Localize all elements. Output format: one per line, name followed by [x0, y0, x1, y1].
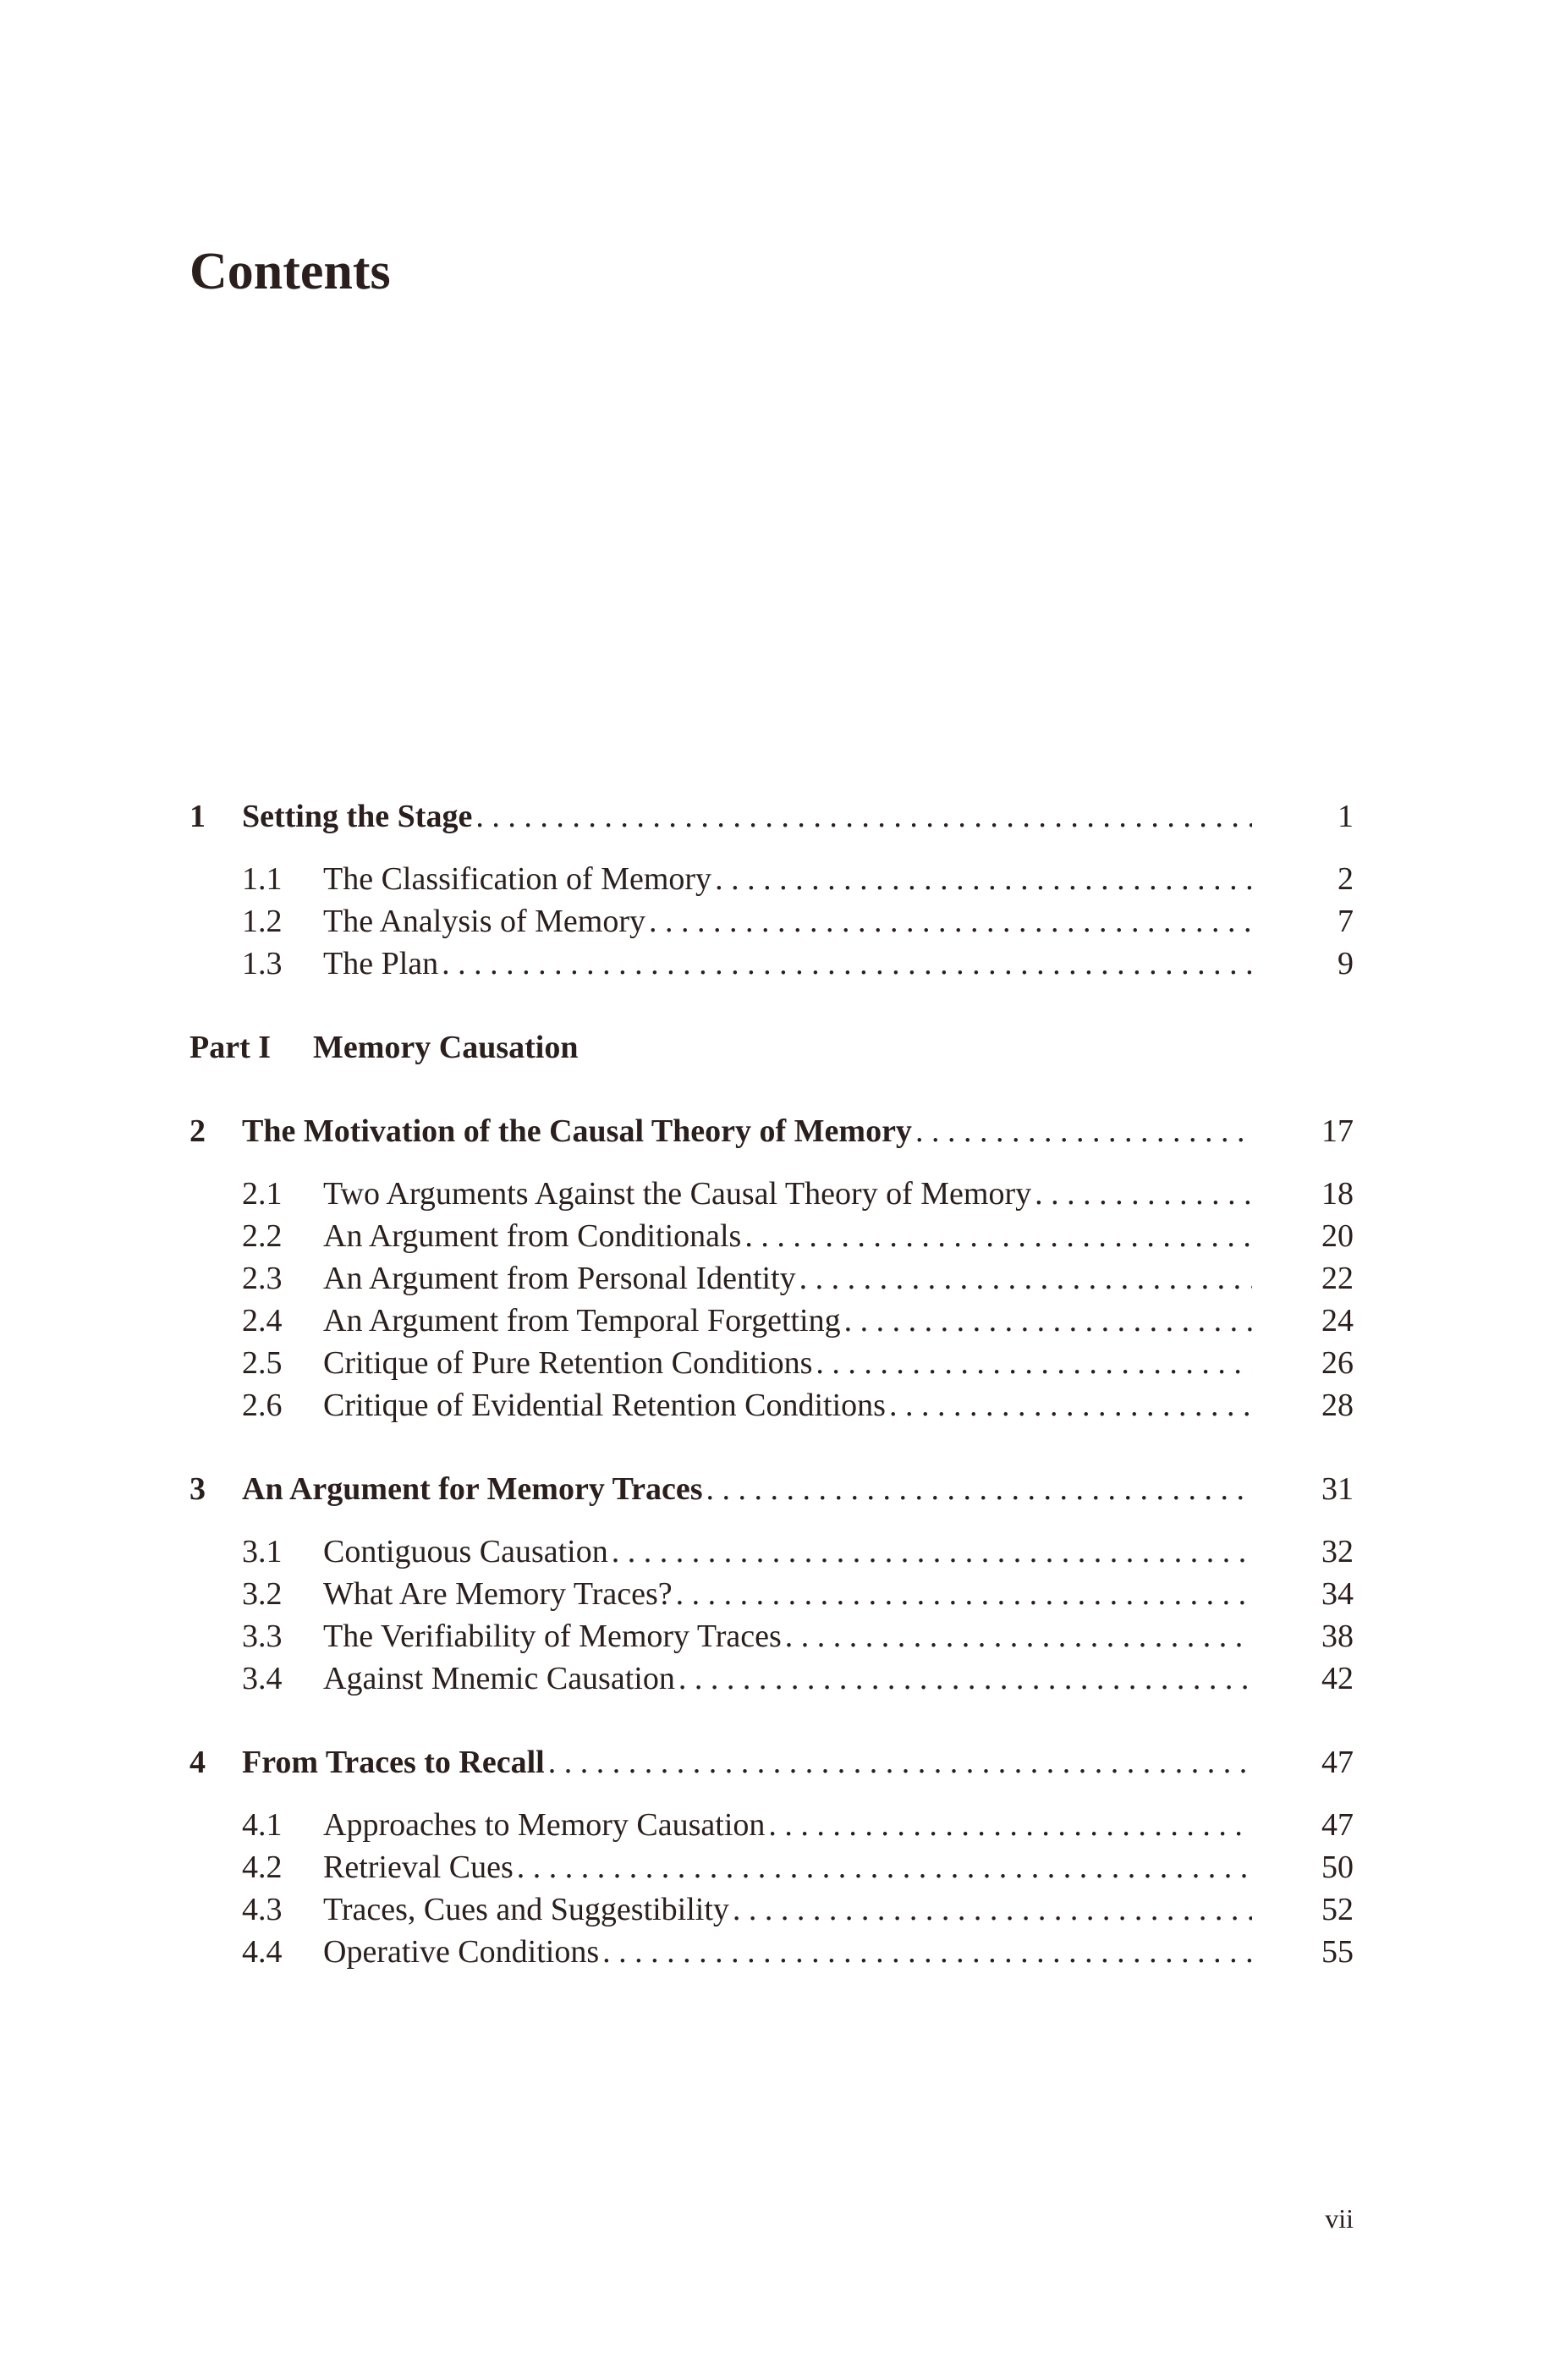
dot-leader	[711, 858, 1252, 900]
page-number: 17	[1321, 1113, 1354, 1149]
toc-section-3-1[interactable]	[190, 1531, 1354, 1573]
toc-section-3-3[interactable]	[190, 1615, 1354, 1657]
section-title: The Verifiability of Memory Traces	[323, 1619, 782, 1654]
part-label: Part I	[190, 1030, 272, 1065]
chapter-title: From Traces to Recall	[242, 1745, 545, 1780]
dot-leader	[741, 1215, 1252, 1257]
toc-section-2-2[interactable]	[190, 1215, 1354, 1257]
toc-section-1-2[interactable]	[190, 900, 1354, 943]
toc-chapter-4[interactable]	[190, 1741, 1354, 1784]
section-number: 1.2	[242, 904, 283, 939]
toc-chapter-3[interactable]	[190, 1468, 1354, 1510]
chapter-title: Setting the Stage	[242, 799, 473, 834]
page-number: 20	[1321, 1218, 1354, 1254]
page-number: 32	[1321, 1534, 1354, 1569]
toc-section-2-3[interactable]	[190, 1257, 1354, 1300]
section-number: 4.4	[242, 1934, 283, 1970]
dot-leader	[514, 1846, 1252, 1888]
dot-leader	[729, 1888, 1252, 1931]
toc-section-1-1[interactable]	[190, 858, 1354, 900]
page-number: 22	[1321, 1261, 1354, 1296]
page-number: 28	[1321, 1388, 1354, 1423]
section-title: Traces, Cues and Suggestibility	[323, 1892, 729, 1927]
section-number: 4.2	[242, 1850, 283, 1885]
dot-leader	[472, 795, 1252, 838]
page-number: 1	[1338, 799, 1354, 834]
dot-leader	[796, 1257, 1252, 1300]
page-number: 47	[1321, 1807, 1354, 1843]
section-title: An Argument from Personal Identity	[323, 1261, 796, 1296]
section-number: 1.1	[242, 861, 283, 897]
toc-section-2-4[interactable]	[190, 1300, 1354, 1342]
page-number: 34	[1321, 1576, 1354, 1612]
dot-leader	[645, 900, 1252, 943]
section-title: Critique of Pure Retention Conditions	[323, 1345, 813, 1381]
toc-chapter-1[interactable]	[190, 795, 1354, 838]
section-title: An Argument from Temporal Forgetting	[323, 1303, 841, 1338]
toc-section-4-1[interactable]	[190, 1804, 1354, 1846]
toc-section-4-2[interactable]	[190, 1846, 1354, 1888]
dot-leader	[812, 1342, 1252, 1384]
dot-leader	[703, 1468, 1252, 1510]
page-folio: vii	[1325, 2203, 1354, 2234]
page-number: 50	[1321, 1850, 1354, 1885]
page-number: 18	[1321, 1176, 1354, 1212]
chapter-number: 2	[190, 1113, 206, 1149]
section-number: 2.4	[242, 1303, 283, 1338]
section-title: An Argument from Conditionals	[323, 1218, 742, 1254]
section-title: Critique of Evidential Retention Conditions	[323, 1388, 886, 1423]
section-title: The Plan	[323, 946, 439, 981]
section-title: The Analysis of Memory	[323, 904, 646, 939]
section-title: Against Mnemic Causation	[323, 1661, 675, 1696]
section-number: 2.5	[242, 1345, 283, 1381]
dot-leader	[841, 1300, 1252, 1342]
section-title: Operative Conditions	[323, 1934, 600, 1970]
toc-section-2-5[interactable]	[190, 1342, 1354, 1384]
chapter-number: 4	[190, 1745, 206, 1780]
toc-section-1-3[interactable]	[190, 943, 1354, 985]
page-number: 26	[1321, 1345, 1354, 1381]
section-number: 3.3	[242, 1619, 283, 1654]
section-number: 2.2	[242, 1218, 283, 1254]
dot-leader	[912, 1110, 1252, 1152]
section-title: Two Arguments Against the Causal Theory of Memory	[323, 1176, 1032, 1212]
page-number: 47	[1321, 1745, 1354, 1780]
dot-leader	[675, 1657, 1252, 1700]
page-number: 2	[1338, 861, 1354, 897]
section-number: 2.3	[242, 1261, 283, 1296]
section-title: What Are Memory Traces?	[323, 1576, 673, 1612]
dot-leader	[1031, 1173, 1252, 1215]
section-title: Retrieval Cues	[323, 1850, 514, 1885]
section-title: Approaches to Memory Causation	[323, 1807, 766, 1843]
toc-section-2-6[interactable]	[190, 1384, 1354, 1426]
section-title: Contiguous Causation	[323, 1534, 608, 1569]
section-title: The Classification of Memory	[323, 861, 712, 897]
toc-section-4-4[interactable]	[190, 1931, 1354, 1973]
dot-leader	[608, 1531, 1252, 1573]
page-number: 9	[1338, 946, 1354, 981]
table-of-contents	[190, 795, 1354, 1973]
dot-leader	[886, 1384, 1252, 1426]
section-number: 3.4	[242, 1661, 283, 1696]
toc-section-3-2[interactable]	[190, 1573, 1354, 1615]
chapter-title: An Argument for Memory Traces	[242, 1471, 703, 1507]
page-title: Contents	[190, 243, 391, 300]
section-number: 3.1	[242, 1534, 283, 1569]
dot-leader	[599, 1931, 1252, 1973]
toc-section-4-3[interactable]	[190, 1888, 1354, 1931]
section-number: 4.1	[242, 1807, 283, 1843]
chapter-title: The Motivation of the Causal Theory of Memory	[242, 1113, 912, 1149]
part-title: Memory Causation	[313, 1030, 579, 1065]
chapter-number: 1	[190, 799, 206, 834]
toc-section-3-4[interactable]	[190, 1657, 1354, 1700]
section-number: 2.1	[242, 1176, 283, 1212]
page-number: 24	[1321, 1303, 1354, 1338]
dot-leader	[765, 1804, 1252, 1846]
dot-leader	[673, 1573, 1252, 1615]
section-number: 2.6	[242, 1388, 283, 1423]
page-number: 52	[1321, 1892, 1354, 1927]
page-number: 42	[1321, 1661, 1354, 1696]
page-number: 7	[1338, 904, 1354, 939]
toc-part-1[interactable]	[190, 1026, 1354, 1069]
page-number: 55	[1321, 1934, 1354, 1970]
toc-chapter-2[interactable]	[190, 1110, 1354, 1152]
chapter-number: 3	[190, 1471, 206, 1507]
page-number: 38	[1321, 1619, 1354, 1654]
section-number: 4.3	[242, 1892, 283, 1927]
dot-leader	[438, 943, 1252, 985]
dot-leader	[782, 1615, 1252, 1657]
section-number: 3.2	[242, 1576, 283, 1612]
dot-leader	[545, 1741, 1252, 1784]
page-number: 31	[1321, 1471, 1354, 1507]
section-number: 1.3	[242, 946, 283, 981]
toc-section-2-1[interactable]	[190, 1173, 1354, 1215]
